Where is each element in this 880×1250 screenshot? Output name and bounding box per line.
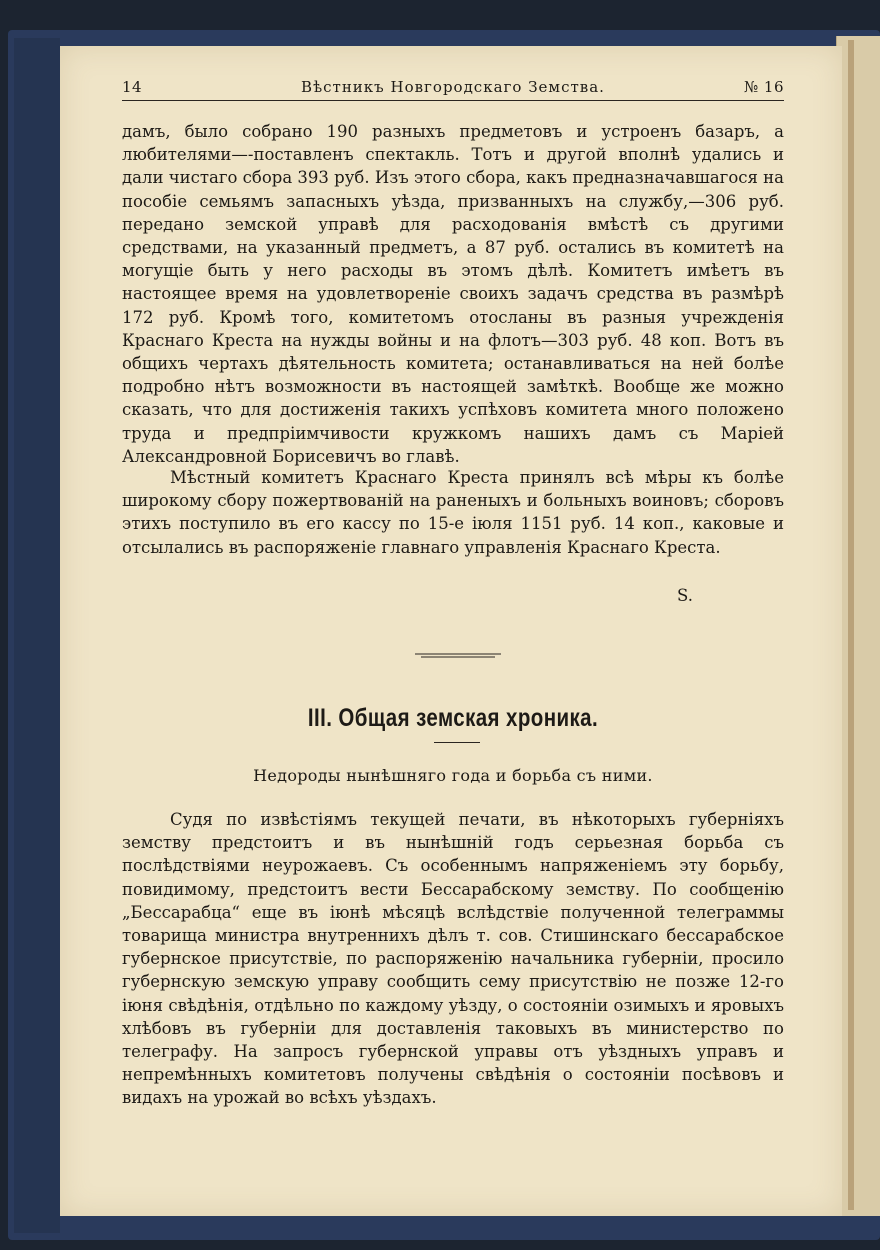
divider-ornament-icon (415, 652, 501, 660)
author-signature: S. (677, 586, 693, 605)
issue-number: № 16 (743, 78, 784, 96)
book-spine (14, 38, 60, 1233)
paragraph-text: дамъ, было собрано 190 разныхъ предметовъ и устроенъ базаръ, а любителями—-поставленъ спектакль. Тотъ и другой вполнѣ удались и дали чистаго сбора 393 руб. Изъ этого сбора, какъ предназначавшагося на пособіе семьямъ запасныхъ уѣзда, призванныхъ на службу,—306 руб. передано земской управѣ для расходованія вмѣстѣ съ другими средствами, на указанный предметъ, а 87 руб. остались въ комитетѣ на могущіе быть у него расходы въ этомъ дѣлѣ. Комитетъ имѣетъ въ настоящее время на удовлетвореніе своихъ задачъ средства въ размѣрѣ 172 руб. Кромѣ того, комитетомъ отосланы въ разныя учрежденія Краснаго Креста на нужды войны и на флотъ—303 руб. 48 коп. Вотъ въ общихъ чертахъ дѣятельность комитета; останавливаться на ней болѣе подробно нѣтъ возможности въ настоящей замѣткѣ. Вообще же можно сказать, что для достиженія такихъ успѣховъ комитета много положено труда и предпріимчивости кружкомъ нашихъ дамъ съ Маріей Александровной Борисевичъ во главѣ. (122, 122, 784, 466)
section-heading: III. Общая земская хроника. (307, 704, 599, 732)
article-subheading: Недороды нынѣшняго года и борьба съ ними. (253, 766, 653, 785)
page-edge (836, 36, 880, 1216)
paragraph-text: Мѣстный комитетъ Краснаго Креста принялъ всѣ мѣры къ болѣе широкому сбору пожертвованій на раненыхъ и больныхъ воиновъ; сборовъ этихъ поступило въ его кассу по 15-е іюля 1151 руб. 14 коп., каковые и отсылались въ распоряженіе главнаго управленія Краснаго Креста. (122, 468, 784, 557)
paragraph-crop-failures (122, 808, 784, 1110)
page-edge-shadow (848, 40, 854, 1210)
paragraph-continued (122, 120, 784, 468)
running-header (122, 76, 784, 101)
paragraph-text: Судя по извѣстіямъ текущей печати, въ нѣкоторыхъ губерніяхъ земству предстоитъ и въ нынѣшній годъ серьезная борьба съ послѣдствіями неурожаевъ. Съ особеннымъ напряженіемъ эту борьбу, повидимому, предстоитъ вести Бессарабскому земству. По сообщенію „Бессарабца“ еще въ іюнѣ мѣсяцѣ вслѣдствіе полученной телеграммы товарища министра внутреннихъ дѣлъ т. сов. Стишинскаго бессарабское губернское присутствіе, по распоряженію начальника губерніи, просило губернскую земскую управу сообщить сему присутствію не позже 12-го іюня свѣдѣнія, отдѣльно по каждому уѣзду, о состояніи озимыхъ и яровыхъ хлѣбовъ въ губерніи для доставленія таковыхъ въ министерство по телеграфу. На запросъ губернской управы отъ уѣздныхъ управъ и непремѣнныхъ комитетовъ получены свѣдѣнія о состояніи посѣвовъ и видахъ на урожай во всѣхъ уѣздахъ. (122, 810, 784, 1108)
journal-page (60, 46, 842, 1216)
heading-rule (434, 742, 480, 743)
paragraph-red-cross (122, 466, 784, 559)
page-number: 14 (122, 78, 143, 96)
journal-title: Вѣстникъ Новгородскаго Земства. (301, 78, 605, 96)
